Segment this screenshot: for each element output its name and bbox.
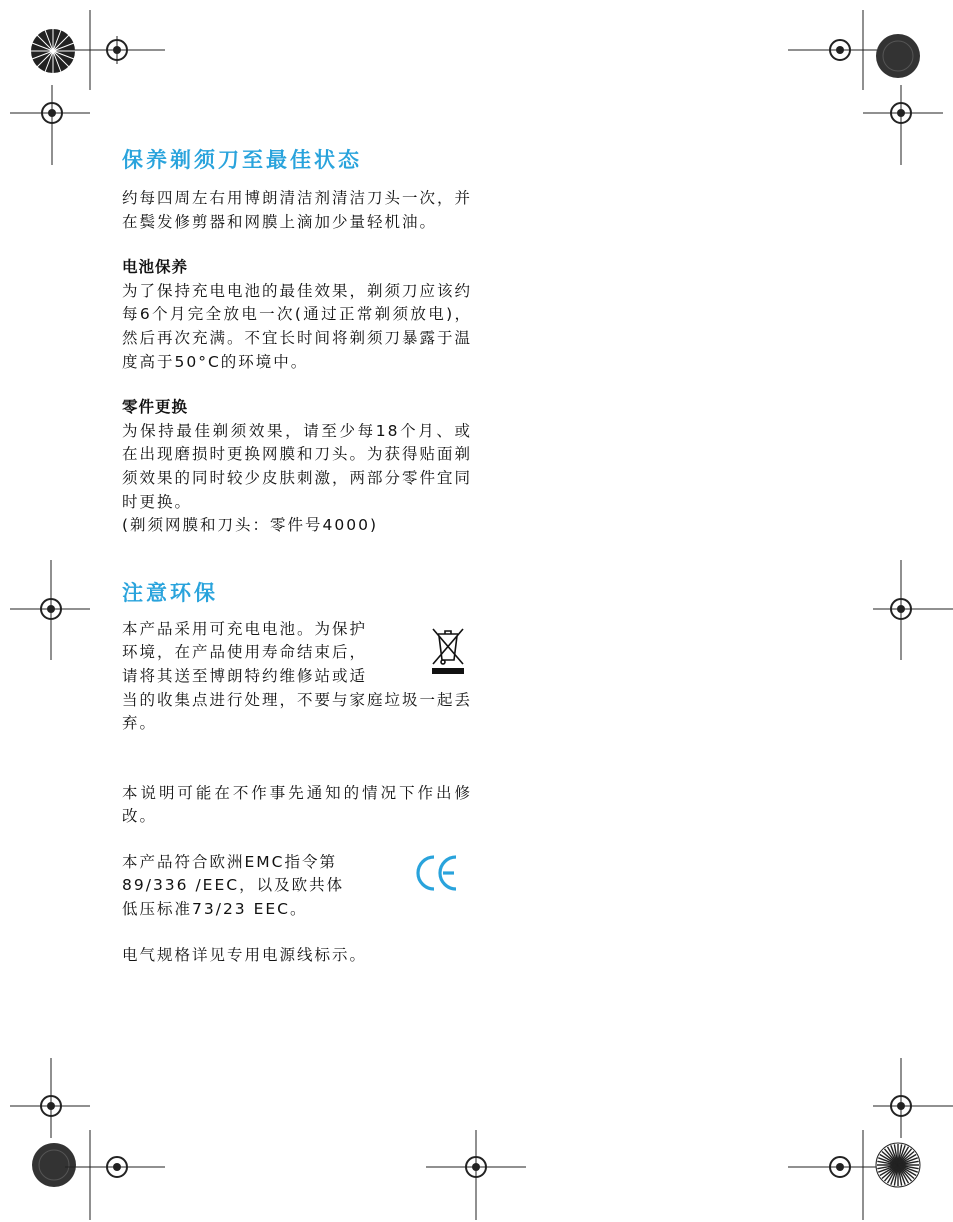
crosshair-mark-icon [863, 560, 953, 660]
environment-line-1: 本产品采用可充电电池。为保护 [122, 619, 368, 638]
crosshair-mark-icon [10, 560, 100, 660]
battery-title: 电池保养 [122, 258, 189, 277]
battery-text: 为了保持充电电池的最佳效果，剃须刀应该约每6个月完全放电一次(通过正常剃须放电)，然后再次充满。不宜长时间将剃须刀暴露于温度高于50°C的环境中。 [122, 281, 473, 371]
change-notice: 本说明可能在不作事先通知的情况下作出修改。 [122, 783, 472, 826]
electrical-spec: 电气规格详见专用电源线标示。 [122, 945, 368, 964]
crosshair-mark-icon [0, 85, 90, 165]
parts-note: (剃须网膜和刀头：零件号4000) [122, 516, 379, 535]
parts-title: 零件更换 [122, 398, 189, 417]
environment-line-3: 请将其送至博朗特约维修站或适 [122, 666, 368, 685]
environment-line-2: 环境，在产品使用寿命结束后， [122, 643, 368, 662]
ce-mark-icon [414, 853, 462, 893]
crossed-bin-icon [428, 624, 468, 676]
emc-line-1: 本产品符合欧洲EMC指令第 [122, 852, 337, 871]
emc-line-2: 89/336 /EEC，以及欧共体 [122, 876, 345, 895]
crosshair-mark-icon [65, 1130, 165, 1220]
crosshair-mark-icon [863, 85, 953, 165]
registration-starburst-icon [858, 1125, 938, 1205]
section-title-maintenance: 保养剃须刀至最佳状态 [122, 148, 362, 172]
environment-text-tail: 当的收集点进行处理，不要与家庭垃圾一起丢弃。 [122, 690, 473, 733]
crosshair-mark-icon [426, 1130, 526, 1220]
maintenance-intro: 约每四周左右用博朗清洁剂清洁刀头一次，并在鬓发修剪器和网膜上滴加少量轻机油。 [122, 189, 473, 231]
crosshair-mark-icon [65, 10, 165, 90]
section-title-environment: 注意环保 [122, 580, 218, 605]
environment-block [122, 618, 472, 736]
page-content [122, 145, 472, 967]
emc-block [122, 851, 472, 922]
registration-mark-icon [858, 16, 938, 96]
emc-line-3: 低压标准73/23 EEC。 [122, 900, 308, 919]
parts-text: 为保持最佳剃须效果，请至少每18个月、或在出现磨损时更换网膜和刀头。为获得贴面剃须效果的同时较少皮肤刺激，两部分零件宜同时更换。 [122, 421, 473, 511]
